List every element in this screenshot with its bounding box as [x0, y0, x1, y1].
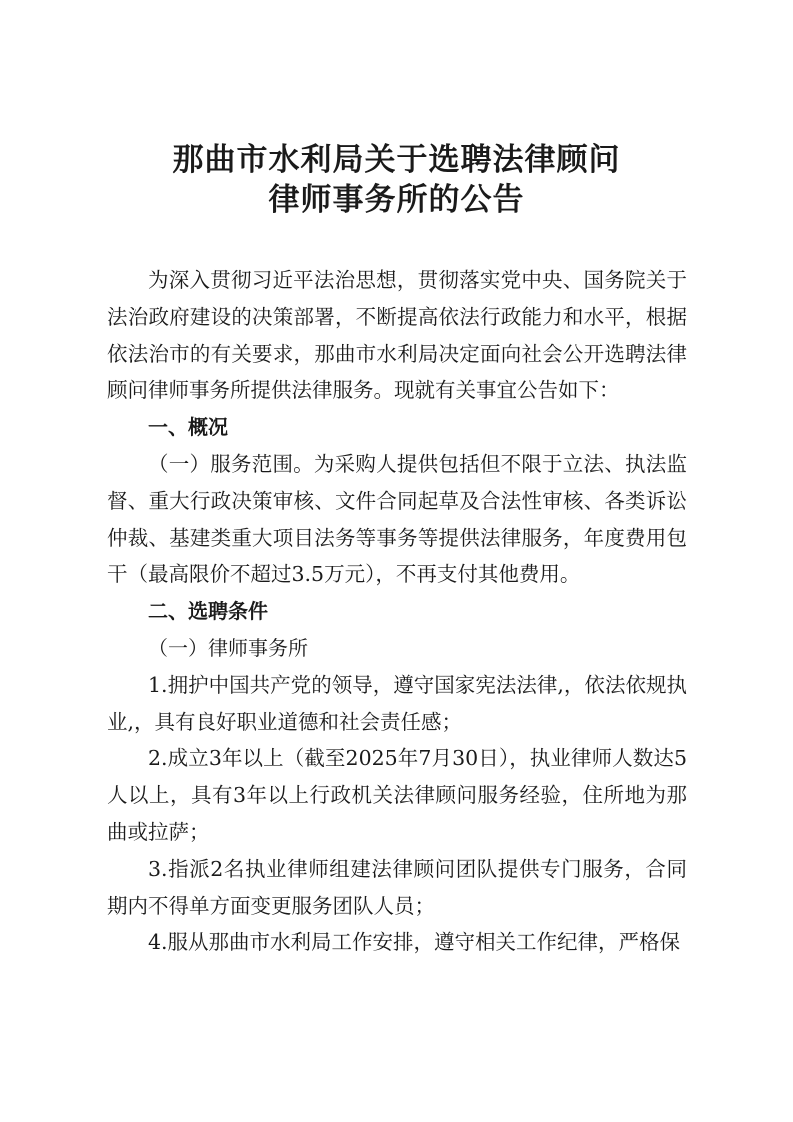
condition-item-4: 4.服从那曲市水利局工作安排，遵守相关工作纪律，严格保 — [148, 930, 681, 955]
condition-item-1: 1.拥护中国共产党的领导，遵守国家宪法法律,，依法依规执业,，具有良好职业道德和社会责任感； — [107, 672, 687, 734]
service-scope-paragraph: （一）服务范围。为采购人提供包括但不限于立法、执法监督、重大行政决策审核、文件合同起草及合法性审核、各类诉讼仲裁、基建类重大项目法务等事务等提供法律服务，年度费用包干（最高限价不超过3.5万元），不再支付其他费用。 — [107, 451, 687, 587]
condition-item-2: 2.成立3年以上（截至2025年7月30日），执业律师人数达5人以上，具有3年以上行政机关法律顾问服务经验，住所地为那曲或拉萨； — [107, 746, 687, 844]
condition-item-3: 3.指派2名执业律师组建法律顾问团队提供专门服务，合同期内不得单方面变更服务团队人员； — [107, 856, 687, 918]
document-title-line-2: 律师事务所的公告 — [268, 182, 525, 218]
section-1-heading: 一、概况 — [148, 415, 228, 440]
document-title-line-1: 那曲市水利局关于选聘法律顾问 — [172, 142, 621, 178]
law-firm-subheading: （一）律师事务所 — [148, 635, 308, 660]
document-body — [107, 262, 687, 961]
intro-paragraph: 为深入贯彻习近平法治思想，贯彻落实党中央、国务院关于法治政府建设的决策部署，不断提高依法行政能力和水平，根据依法治市的有关要求，那曲市水利局决定面向社会公开选聘法律顾问律师事务所提供法律服务。现就有关事宜公告如下： — [107, 268, 687, 403]
section-2-heading: 二、选聘条件 — [148, 599, 268, 624]
